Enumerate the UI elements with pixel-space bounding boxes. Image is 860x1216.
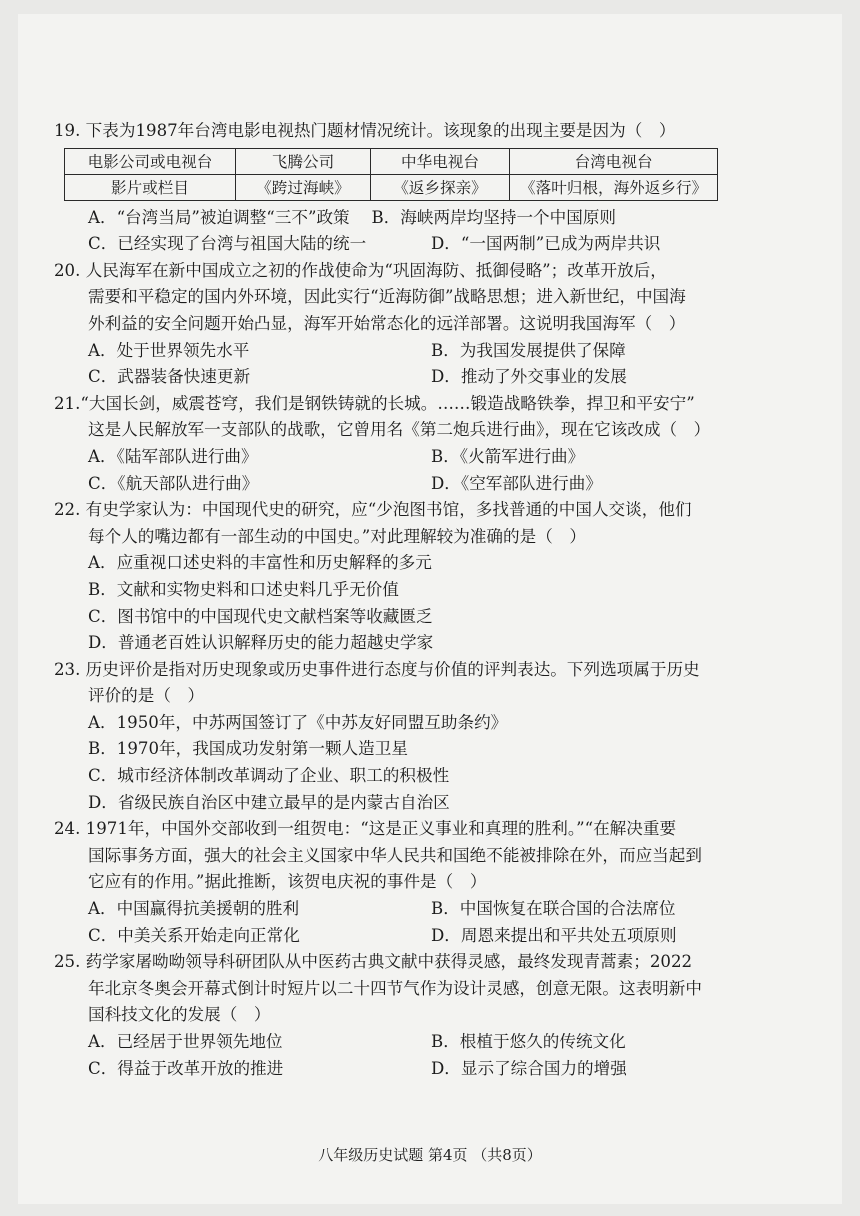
question-text: 国科技文化的发展（ ） bbox=[88, 1005, 271, 1025]
question-23-stem bbox=[54, 657, 754, 684]
question-text: 它应有的作用。”据此推断，该贺电庆祝的事件是（ ） bbox=[88, 872, 487, 892]
page-footer: 八年级历史试题 第4页 （共8页） bbox=[318, 1146, 542, 1164]
option-text: A．应重视口述史料的丰富性和历史解释的多元 bbox=[88, 553, 432, 573]
option-23-c bbox=[54, 763, 754, 790]
question-24-stem bbox=[54, 816, 754, 843]
option-21-c: C．《航天部队进行曲》 bbox=[88, 473, 259, 493]
film-topics-table bbox=[64, 148, 718, 201]
option-22-d bbox=[54, 630, 754, 657]
question-20-stem-cont bbox=[54, 284, 754, 311]
question-text: 这是人民解放军一支部队的战歌，它曾用名《第二炮兵进行曲》，现在它该改成（ ） bbox=[88, 420, 711, 440]
option-text: A．“台湾当局”被迫调整“三不”政策 B．海峡两岸均坚持一个中国原则 bbox=[88, 207, 617, 227]
option-25-a: A．已经居于世界领先地位 bbox=[88, 1032, 283, 1051]
option-23-a bbox=[54, 710, 754, 737]
option-text: A．1950年，中苏两国签订了《中苏友好同盟互助条约》 bbox=[88, 712, 508, 732]
option-19-d: D．“一国两制”已成为两岸共识 bbox=[431, 234, 661, 254]
table-row bbox=[65, 174, 718, 200]
option-24-c: C．中美关系开始走向正常化 bbox=[88, 925, 300, 945]
question-text: 21.“大国长剑，威震苍穹，我们是钢铁铸就的长城。……锻造战略铁拳，捍卫和平安宁” bbox=[54, 393, 695, 413]
option-23-d bbox=[54, 790, 754, 817]
table-cell: 中华电视台 bbox=[371, 148, 510, 174]
question-text: 20. 人民海军在新中国成立之初的作战使命为“巩固海防、抵御侵略”；改革开放后， bbox=[54, 260, 667, 280]
table-cell: 《落叶归根，海外返乡行》 bbox=[510, 174, 718, 200]
question-text: 国际事务方面，强大的社会主义国家中华人民共和国绝不能被排除在外，而应当起到 bbox=[88, 845, 702, 865]
option-text: D．省级民族自治区中建立最早的是内蒙古自治区 bbox=[88, 792, 450, 812]
question-text: 年北京冬奥会开幕式倒计时短片以二十四节气作为设计灵感，创意无限。这表明新中 bbox=[88, 978, 702, 998]
question-25-stem bbox=[54, 949, 754, 976]
option-25-d: D．显示了综合国力的增强 bbox=[431, 1058, 627, 1078]
question-text: 每个人的嘴边都有一部生动的中国史。”对此理解较为准确的是（ ） bbox=[88, 526, 586, 546]
table-cell: 《返乡探亲》 bbox=[371, 174, 510, 200]
option-22-a bbox=[54, 550, 754, 577]
options-19-row bbox=[54, 231, 754, 258]
question-list bbox=[54, 118, 754, 1082]
question-20-stem-cont bbox=[54, 311, 754, 338]
option-19-a bbox=[54, 205, 754, 232]
question-22-stem-cont bbox=[54, 524, 754, 551]
table-cell: 台湾电视台 bbox=[510, 148, 718, 174]
option-20-a: A．处于世界领先水平 bbox=[88, 340, 250, 360]
option-24-a: A．中国赢得抗美援朝的胜利 bbox=[88, 899, 300, 919]
question-text: 22. 有史学家认为：中国现代史的研究，应“少泡图书馆，多找普通的中国人交谈，他们 bbox=[54, 500, 692, 520]
option-20-d: D．推动了外交事业的发展 bbox=[431, 367, 627, 387]
table-cell: 影片或栏目 bbox=[65, 174, 236, 200]
options-24-row bbox=[54, 896, 754, 923]
option-20-c: C．武器装备快速更新 bbox=[88, 367, 251, 387]
option-24-d: D．周恩来提出和平共处五项原则 bbox=[431, 925, 677, 945]
option-19-c: C．已经实现了台湾与祖国大陆的统一 bbox=[88, 234, 367, 254]
question-text: 25. 药学家屠呦呦领导科研团队从中医药古典文献中获得灵感，最终发现青蒿素；2022 bbox=[54, 952, 693, 972]
question-text: 外利益的安全问题开始凸显，海军开始常态化的远洋部署。这说明我国海军（ ） bbox=[88, 313, 686, 333]
option-22-c bbox=[54, 604, 754, 631]
options-25-row bbox=[54, 1056, 754, 1083]
table-row bbox=[65, 148, 718, 174]
option-25-c: C．得益于改革开放的推进 bbox=[88, 1058, 284, 1078]
options-21-row bbox=[54, 471, 754, 498]
exam-page bbox=[18, 14, 842, 1204]
question-20-stem bbox=[54, 258, 754, 285]
question-24-stem-cont bbox=[54, 869, 754, 896]
option-21-a: A．《陆军部队进行曲》 bbox=[88, 446, 258, 466]
question-number: 19. bbox=[54, 121, 86, 140]
option-24-b: B．中国恢复在联合国的合法席位 bbox=[431, 899, 676, 919]
question-text: 需要和平稳定的国内外环境，因此实行“近海防御”战略思想；进入新世纪，中国海 bbox=[88, 287, 686, 307]
question-24-stem-cont bbox=[54, 843, 754, 870]
question-25-stem-cont bbox=[54, 976, 754, 1003]
options-25-row bbox=[54, 1029, 754, 1056]
option-text: C．图书馆中的中国现代史文献档案等收藏匮乏 bbox=[88, 606, 433, 626]
question-text: 23. 历史评价是指对历史现象或历史事件进行态度与价值的评判表达。下列选项属于历史 bbox=[54, 659, 700, 679]
options-21-row bbox=[54, 444, 754, 471]
question-23-stem-cont bbox=[54, 683, 754, 710]
question-22-stem bbox=[54, 497, 754, 524]
option-text: D．普通老百姓认识解释历史的能力超越史学家 bbox=[88, 633, 434, 653]
option-21-b: B．《火箭军进行曲》 bbox=[431, 446, 585, 466]
table-cell: 《跨过海峡》 bbox=[236, 174, 371, 200]
option-text: B．文献和实物史料和口述史料几乎无价值 bbox=[88, 579, 399, 599]
question-25-stem-cont bbox=[54, 1002, 754, 1029]
option-25-b: B．根植于悠久的传统文化 bbox=[431, 1032, 626, 1051]
table-cell: 飞腾公司 bbox=[236, 148, 371, 174]
question-19-stem bbox=[54, 118, 754, 145]
question-21-stem-cont bbox=[54, 417, 754, 444]
table-cell: 电影公司或电视台 bbox=[65, 148, 236, 174]
option-23-b bbox=[54, 736, 754, 763]
option-text: C．城市经济体制改革调动了企业、职工的积极性 bbox=[88, 766, 450, 786]
options-20-row bbox=[54, 338, 754, 365]
option-21-d: D．《空军部队进行曲》 bbox=[431, 473, 602, 493]
question-21-stem bbox=[54, 391, 754, 418]
question-text: 下表为1987年台湾电影电视热门题材情况统计。该现象的出现主要是因为（ ） bbox=[85, 121, 676, 140]
question-text: 24. 1971年，中国外交部收到一组贺电：“这是正义事业和真理的胜利。”“在解决重要 bbox=[54, 819, 677, 839]
question-text: 评价的是（ ） bbox=[88, 686, 205, 706]
options-24-row bbox=[54, 923, 754, 950]
option-text: B．1970年，我国成功发射第一颗人造卫星 bbox=[88, 739, 408, 759]
option-20-b: B．为我国发展提供了保障 bbox=[431, 340, 626, 360]
option-22-b bbox=[54, 577, 754, 604]
options-20-row bbox=[54, 364, 754, 391]
